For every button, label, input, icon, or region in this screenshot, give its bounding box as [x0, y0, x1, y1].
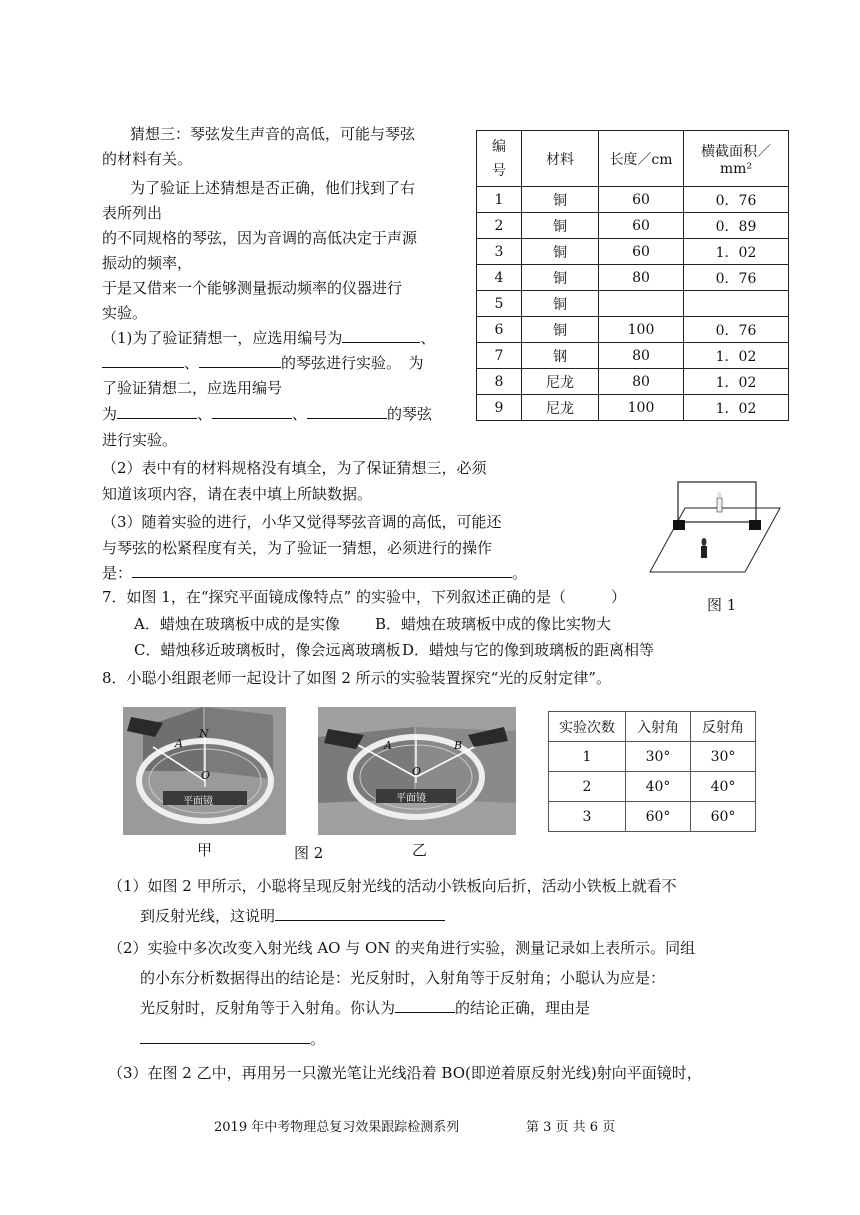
spec-cell: 60 — [599, 187, 684, 213]
spec-cell: 3 — [477, 239, 522, 265]
spec-cell: 6 — [477, 317, 522, 343]
fig2-photo-jia — [123, 707, 286, 835]
spec-cell: 0．76 — [684, 187, 789, 213]
res-row — [549, 772, 756, 802]
q3-answer-line — [102, 561, 527, 585]
string-spec-table — [476, 130, 789, 421]
q1-sep: 、 — [420, 329, 436, 347]
q7-option-a[interactable]: A．蜡烛在玻璃板中成的是实像 — [134, 615, 340, 633]
q8-1-text: 到反射光线，这说明 — [140, 907, 276, 925]
res-cell: 40° — [626, 772, 691, 802]
spec-header-area: 横截面积／mm² — [684, 131, 789, 187]
spec-cell: 尼龙 — [522, 395, 599, 421]
spec-row — [477, 343, 789, 369]
q1-line2-end: 的琴弦进行实验。 为 — [281, 354, 424, 372]
spec-cell: 5 — [477, 291, 522, 317]
res-cell: 1 — [549, 742, 626, 772]
q1-blank-2[interactable] — [102, 351, 184, 368]
q1-blank-6[interactable] — [307, 402, 387, 419]
fig2-yi-point-o: O — [412, 765, 422, 778]
q1-sep: 、 — [197, 405, 213, 423]
spec-cell: 铜 — [522, 187, 599, 213]
intro-line6: 实验。 — [102, 304, 148, 322]
q1-sep: 、 — [184, 354, 200, 372]
spec-row — [477, 187, 789, 213]
fig1-label: 图 1 — [707, 596, 737, 614]
reflection-results-table — [548, 711, 756, 832]
conjecture-3-line2: 的材料有关。 — [102, 150, 193, 168]
spec-cell: 80 — [599, 343, 684, 369]
intro-line3: 的不同规格的琴弦，因为音调的高低决定于声源 — [102, 229, 418, 247]
res-cell: 60° — [691, 802, 756, 832]
spec-row — [477, 395, 789, 421]
spec-cell: 4 — [477, 265, 522, 291]
q8-2-text-b: 的结论正确，理由是 — [455, 999, 591, 1017]
fig2-jia-point-a: A — [175, 737, 183, 750]
spec-cell: 钢 — [522, 343, 599, 369]
spec-cell: 60 — [599, 239, 684, 265]
spec-cell: 铜 — [522, 317, 599, 343]
spec-cell: 0．89 — [684, 213, 789, 239]
q3-line2: 与琴弦的松紧程度有关，为了验证一猜想，必须进行的操作 — [102, 539, 493, 557]
q8-2-blank-2[interactable] — [140, 1027, 310, 1044]
fig2-yi-point-b: B — [454, 739, 463, 752]
spec-header-material: 材料 — [522, 131, 599, 187]
fig2-jia-mirror-text: 平面镜 — [183, 796, 213, 807]
q8-2-text-a: 光反射时，反射角等于入射角。你认为 — [140, 999, 396, 1017]
fig2-yi-point-a: A — [384, 739, 392, 752]
res-cell: 2 — [549, 772, 626, 802]
q8-2-line3 — [140, 996, 590, 1020]
q1-line3: 了验证猜想二，应选用编号 — [102, 379, 283, 397]
q7-option-b[interactable]: B．蜡烛在玻璃板中成的像比实物大 — [375, 615, 612, 633]
q7-option-d[interactable]: D．蜡烛与它的像到玻璃板的距离相等 — [402, 641, 655, 659]
spec-cell: 2 — [477, 213, 522, 239]
q1-line5: 进行实验。 — [102, 431, 178, 449]
spec-cell: 1．02 — [684, 395, 789, 421]
fig1-mirror-diagram — [645, 470, 785, 580]
spec-cell: 100 — [599, 317, 684, 343]
intro-line1: 为了验证上述猜想是否正确，他们找到了右 — [130, 179, 416, 197]
fig2-yi-label: 乙 — [412, 841, 428, 859]
spec-cell: 7 — [477, 343, 522, 369]
spec-cell: 1．02 — [684, 239, 789, 265]
res-header-reflect: 反射角 — [691, 712, 756, 742]
q8-1-line2 — [140, 904, 445, 928]
q8-2-line2: 的小东分析数据得出的结论是：光反射时，入射角等于反射角；小聪认为应是： — [140, 969, 666, 987]
footer-page: 第 3 页 共 6 页 — [526, 1120, 616, 1135]
intro-line4: 振动的频率， — [102, 254, 193, 272]
q8-2-line1: （2）实验中多次改变入射光线 AO 与 ON 的夹角进行实验，测量记录如上表所示。同组 — [108, 939, 696, 957]
spec-row — [477, 239, 789, 265]
spec-cell: 铜 — [522, 265, 599, 291]
q8-3-line1: （3）在图 2 乙中，再用另一只激光笔让光线沿着 BO(即逆着原反射光线)射向平面镜时， — [108, 1064, 702, 1082]
q2-line2: 知道该项内容，请在表中填上所缺数据。 — [102, 485, 373, 503]
conjecture-3-line1: 猜想三：琴弦发生声音的高低，可能与琴弦 — [130, 125, 416, 143]
intro-line2: 表所列出 — [102, 204, 163, 222]
res-cell: 3 — [549, 802, 626, 832]
q8-2-blank-1[interactable] — [395, 996, 455, 1013]
spec-row — [477, 291, 789, 317]
res-cell: 30° — [691, 742, 756, 772]
q1-line4-end: 的琴弦 — [387, 405, 433, 423]
q8-2-end: 。 — [310, 1030, 326, 1048]
spec-cell: 80 — [599, 369, 684, 395]
q1-line2 — [102, 351, 424, 375]
spec-cell: 铜 — [522, 291, 599, 317]
q1-line4 — [102, 402, 432, 426]
q1-blank-1[interactable] — [342, 326, 420, 343]
res-row — [549, 802, 756, 832]
q1-text: （1)为了验证猜想一，应选用编号为 — [102, 329, 343, 347]
spec-row — [477, 369, 789, 395]
q1-blank-4[interactable] — [117, 402, 197, 419]
spec-cell: 80 — [599, 265, 684, 291]
q3-answer-blank[interactable] — [132, 561, 512, 578]
q8-stem: 8．小聪小组跟老师一起设计了如图 2 所示的实验装置探究“光的反射定律”。 — [102, 669, 611, 687]
q1-sep: 、 — [292, 405, 308, 423]
spec-header-id: 编号 — [477, 131, 522, 187]
q1-blank-5[interactable] — [212, 402, 292, 419]
spec-row — [477, 317, 789, 343]
spec-cell[interactable] — [684, 291, 789, 317]
fig2-jia-point-o: O — [201, 769, 211, 782]
spec-cell: 铜 — [522, 239, 599, 265]
fig2-jia-label: 甲 — [197, 841, 213, 859]
res-cell: 30° — [626, 742, 691, 772]
spec-cell: 9 — [477, 395, 522, 421]
q1-blank-3[interactable] — [199, 351, 281, 368]
q2-line1: （2）表中有的材料规格没有填全，为了保证猜想三，必须 — [102, 459, 487, 477]
q8-1-line1: （1）如图 2 甲所示，小聪将呈现反射光线的活动小铁板向后折，活动小铁板上就看不 — [108, 877, 677, 895]
spec-cell: 1．02 — [684, 343, 789, 369]
q1-line4-start: 为 — [102, 405, 118, 423]
spec-cell: 8 — [477, 369, 522, 395]
spec-row — [477, 265, 789, 291]
q7-option-c[interactable]: C．蜡烛移近玻璃板时，像会远离玻璃板 — [134, 641, 401, 659]
res-header-trial: 实验次数 — [549, 712, 626, 742]
q8-1-blank[interactable] — [275, 904, 445, 921]
q3-line1: （3）随着实验的进行，小华又觉得琴弦音调的高低，可能还 — [102, 513, 502, 531]
spec-cell: 60 — [599, 213, 684, 239]
intro-line5: 于是又借来一个能够测量振动频率的仪器进行 — [102, 279, 403, 297]
spec-cell: 0．76 — [684, 317, 789, 343]
spec-cell: 1．02 — [684, 369, 789, 395]
q3-answer-end: 。 — [512, 564, 528, 582]
spec-cell: 铜 — [522, 213, 599, 239]
spec-cell: 尼龙 — [522, 369, 599, 395]
fig2-label: 图 2 — [294, 844, 324, 862]
q1-line1 — [102, 326, 435, 350]
spec-cell: 0．76 — [684, 265, 789, 291]
res-header-incident: 入射角 — [626, 712, 691, 742]
fig2-photo-yi — [318, 707, 516, 835]
spec-row — [477, 213, 789, 239]
fig2-yi-mirror-text: 平面镜 — [396, 793, 426, 804]
footer-title: 2019 年中考物理总复习效果跟踪检测系列 — [214, 1120, 460, 1135]
spec-cell: 100 — [599, 395, 684, 421]
q7-stem: 7．如图 1，在“探究平面镜成像特点” 的实验中，下列叙述正确的是（ ） — [102, 588, 626, 606]
spec-cell[interactable] — [599, 291, 684, 317]
fig2-jia-point-n: N — [199, 727, 209, 740]
res-row — [549, 742, 756, 772]
spec-header-length: 长度／cm — [599, 131, 684, 187]
res-cell: 60° — [626, 802, 691, 832]
q8-2-line4 — [140, 1027, 325, 1051]
spec-cell: 1 — [477, 187, 522, 213]
res-cell: 40° — [691, 772, 756, 802]
q3-answer-prefix: 是： — [102, 564, 133, 582]
